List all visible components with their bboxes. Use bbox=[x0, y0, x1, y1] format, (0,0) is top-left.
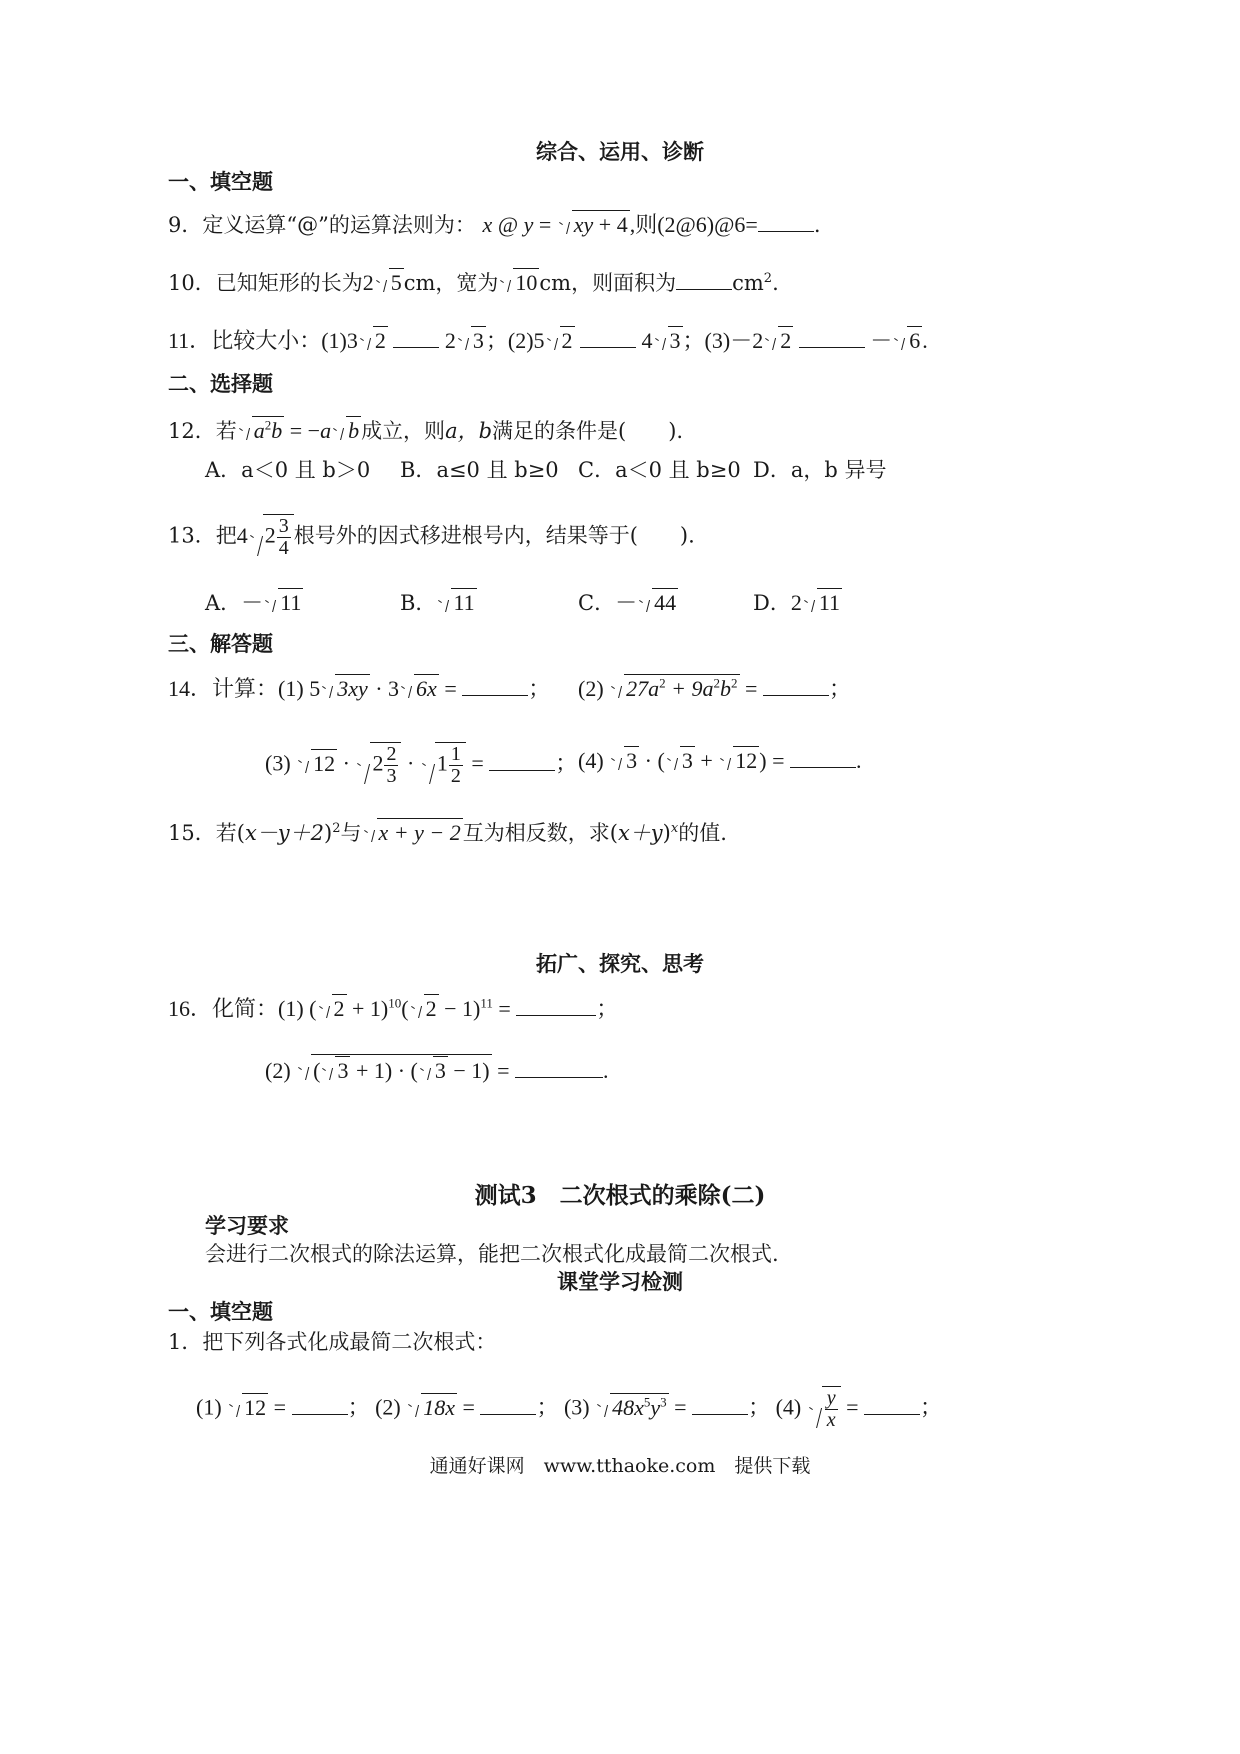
question-number: 11． bbox=[168, 328, 212, 353]
answer-blank[interactable] bbox=[676, 288, 732, 290]
footer-source: 通通好课网 www.tthaoke.com 提供下载 bbox=[429, 1455, 811, 1477]
question-text: 定义运算“@”的运算法则为： bbox=[202, 213, 476, 237]
question-15: 15．若$(x-y+2)^2$与 x + y − 2互为相反数，求$(x+y)^x$的值. bbox=[168, 820, 727, 845]
answer-blank[interactable] bbox=[515, 1076, 603, 1078]
answer-blank[interactable] bbox=[489, 769, 555, 771]
question-16: 16．化简：(1) ( 2 + 1)$^{10}$( 2 − 1)$^{11}$ = ； bbox=[168, 995, 619, 1021]
answer-blank[interactable] bbox=[799, 346, 865, 348]
question-1-parts: (1) 12 = ； (2) 18x = ； (3) $48x^5y^3$ = ； (4) $\frac{y}{x}$ = ； bbox=[196, 1387, 943, 1431]
answer-blank[interactable] bbox=[758, 230, 814, 232]
question-13: 13．把4 2 $\frac{3}{4}$ 根号外的因式移进根号内，结果等于( ). bbox=[168, 515, 695, 559]
answer-blank[interactable] bbox=[462, 694, 528, 696]
answer-blank[interactable] bbox=[580, 346, 636, 348]
option-13-c[interactable]: C．－ 44 bbox=[578, 590, 677, 615]
answer-blank[interactable] bbox=[864, 1413, 920, 1415]
question-number: 10． bbox=[168, 271, 216, 295]
heading-fill-in-2: 一、填空题 bbox=[168, 1299, 273, 1324]
answer-blank[interactable] bbox=[292, 1413, 348, 1415]
question-11: 11．比较大小：(1)3 2 2 3；(2)5 2 4 3；(3)－2 2 － 6. bbox=[168, 328, 928, 353]
question-number: 13． bbox=[168, 523, 216, 548]
question-number: 16． bbox=[168, 996, 213, 1021]
question-16-part-2: (2) ( 3 + 1) · ( 3 − 1) = . bbox=[265, 1054, 609, 1085]
question-number: 9． bbox=[168, 213, 203, 237]
section-title-test-3: 测试3 二次根式的乘除(二) bbox=[474, 1182, 766, 1209]
question-number: 14． bbox=[168, 676, 213, 701]
heading-multiple-choice: 二、选择题 bbox=[168, 371, 273, 396]
option-12-c[interactable]: C．a＜0 且 b≥0 bbox=[578, 458, 741, 482]
answer-blank[interactable] bbox=[692, 1413, 748, 1415]
question-14-part-3: (3) 12 · 2 $\frac{2}{3}$ · 1 $\frac{1}{2}$ = ； bbox=[265, 743, 578, 787]
option-12-b[interactable]: B．a≤0 且 b≥0 bbox=[400, 458, 559, 482]
answer-blank[interactable] bbox=[790, 766, 856, 768]
section-title-comprehensive: 综合、运用、诊断 bbox=[536, 139, 704, 164]
question-10: 10．已知矩形的长为2 5cm，宽为 10cm，则面积为 $cm^2$. bbox=[168, 270, 779, 295]
answer-blank[interactable] bbox=[516, 1014, 596, 1016]
question-1: 1．把下列各式化成最简二次根式： bbox=[168, 1330, 497, 1354]
answer-blank[interactable] bbox=[763, 694, 829, 696]
section-title-extension: 拓广、探究、思考 bbox=[536, 951, 704, 976]
question-number: 15． bbox=[168, 821, 216, 845]
heading-fill-in: 一、填空题 bbox=[168, 169, 273, 194]
question-14-part-2: (2) $27a^2 + 9a^2b^2$ = ； bbox=[578, 675, 851, 701]
option-13-b[interactable]: B． 11 bbox=[400, 590, 475, 615]
heading-learning-requirements: 学习要求 bbox=[205, 1213, 289, 1238]
answer-blank[interactable] bbox=[480, 1413, 536, 1415]
question-14: 14．计算：(1) 5 3xy · 3 6x = ； bbox=[168, 676, 551, 701]
option-13-a[interactable]: A．－ 11 bbox=[205, 590, 302, 615]
answer-blank[interactable] bbox=[393, 346, 439, 348]
question-number: 12． bbox=[168, 419, 216, 443]
sqrt-expression: xy + 4 bbox=[559, 210, 630, 237]
option-12-d[interactable]: D．a，b 异号 bbox=[753, 458, 887, 482]
heading-class-check: 课堂学习检测 bbox=[557, 1269, 683, 1294]
question-12: 12．若 $a^2b = -a$ b成立，则a，b满足的条件是( ). bbox=[168, 417, 684, 443]
question-number: 1． bbox=[168, 1330, 203, 1354]
question-9: 9．定义运算“@”的运算法则为： x @ y = xy + 4,则(2@6)@6= . bbox=[168, 212, 821, 237]
question-14-part-4: (4) 3 · ( 3 + 12) = . bbox=[578, 748, 862, 773]
learning-requirements-text: 会进行二次根式的除法运算，能把二次根式化成最简二次根式. bbox=[205, 1242, 779, 1266]
option-12-a[interactable]: A．a＜0 且 b＞0 bbox=[205, 458, 371, 482]
heading-solve: 三、解答题 bbox=[168, 631, 273, 656]
option-13-d[interactable]: D．2 11 bbox=[753, 590, 841, 615]
